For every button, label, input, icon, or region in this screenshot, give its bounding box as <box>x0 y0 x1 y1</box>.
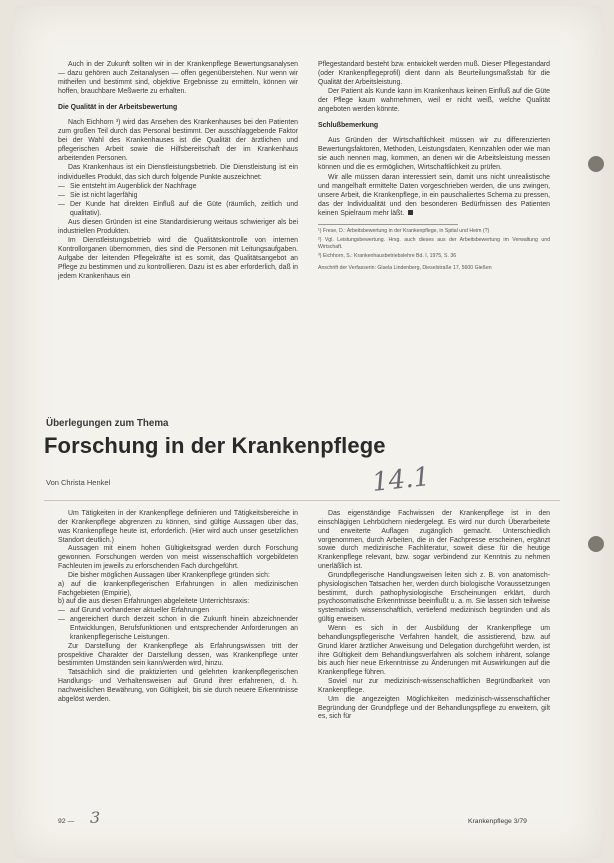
list-item: b) auf die aus diesen Erfahrungen abgeleitete Unterrichtsraxis: <box>58 598 250 606</box>
list-item: a) auf die krankenpflegerischen Erfahrungen in allen medizinischen Fachgebieten (Empirie), <box>58 580 298 597</box>
top-left-column <box>58 60 298 281</box>
list-item: — auf Grund vorhandener aktueller Erfahrungen <box>70 607 298 616</box>
footnote: ²) Vgl. Leistungsbewertung. Hrsg. auch dieses aus der Arbeitsbewertung im Verwaltung und Wirtschaft. <box>318 236 550 250</box>
list-item: — Sie ist nicht lagerfähig <box>70 191 298 200</box>
paragraph: Wenn es sich in der Ausbildung der Krankenpflege um behandlungspflegerische Verfahren handelt, die assistierend, bzw. auf Grund klarer ärztlicher Anweisung und Delegation durchgeführt werden, ist ihre Gültigkeit dem Behandlungsverfahren als solchem inhärent, solange bis auch hier neue Erkenntnisse zu Änderungen mit Auswirkungen auf die Krankenpflege führen. <box>318 624 550 677</box>
paragraph: Aus diesen Gründen ist eine Standardisierung weitaus schwieriger als bei industriellen Produkten. <box>58 218 298 235</box>
punch-hole <box>588 156 604 172</box>
divider <box>44 500 560 501</box>
paragraph: Die bisher möglichen Aussagen über Krankenpflege gründen sich: <box>68 571 270 579</box>
list-item: — angereichert durch derzeit schon in die Zukunft hinein abzeichnender Entwicklungen, Berufsfunktionen und entsprechender Anforderungen an krankenpflegerische Leistungen. <box>70 616 298 643</box>
paragraph: Zur Darstellung der Krankenpflege als Erfahrungswissen tritt der prospektive Charakter der Darstellung dessen, was Krankenpflege unter bestimmten Umständen sein kann/werden wird, hinzu. <box>58 642 298 668</box>
footnote-divider <box>318 224 458 225</box>
article-author: Von Christa Henkel <box>46 478 111 487</box>
paragraph: Um Tätigkeiten in der Krankenpflege definieren und Tätigkeitsbereiche in der Krankenpflege abgrenzen zu können, sind gültige Aussagen über das, was Krankenpflege heute ist, erforderlich. (Hier wird auch unser gesetzlichen Standort deutlich.) <box>58 510 298 544</box>
paragraph: Das Krankenhaus ist ein Dienstleistungsbetrieb. Die Dienstleistung ist ein individuelles Produkt, das sich durch folgende Punkte auszeichnet: <box>58 164 298 181</box>
paragraph: Aus Gründen der Wirtschaftlichkeit müssen wir zu differenzierten Bewertungsfaktoren, Methoden, Leistungsdaten, Kennzahlen oder wie man sie auch nennen mag, kommen, an denen wir die Arbeitsleistung messen können und die es ermöglichen, Wirtschaftlichkeit zu prüfen. <box>318 137 550 172</box>
top-right-column <box>318 60 550 272</box>
paragraph: Pflegestandard besteht bzw. entwickelt werden muß. Dieser Pflegestandard (oder Krankenpflegeprofil) dient dann als Beurteilungsmaßstab für die Qualität der Arbeitsleistung. <box>318 61 550 87</box>
handwritten-page-number: 3 <box>90 808 101 827</box>
end-mark-icon <box>408 210 413 215</box>
bullet-list <box>58 607 298 642</box>
page-number: 92 — <box>58 818 75 825</box>
paragraph: Nach Eichhorn ³) wird das Ansehen des Krankenhauses bei den Patienten zum großen Teil durch das Personal bestimmt. Der ausschlaggebende Faktor bei der Wahl des Krankenhauses ist die Qualität der ärztlichen und pflegerischen Arbeit sowie die Hilfsbereitschaft der im Krankenhaus arbeitenden Personen. <box>58 119 298 163</box>
paragraph <box>318 173 550 218</box>
paragraph: Das eigenständige Fachwissen der Krankenpflege ist in den einschlägigen Lehrbüchern niedergelegt. Es wird nur durch Überarbeitete und erweiterte Auflagen zugänglich gemacht. Unterschiedlich vorgenommen, durch Arbeiten, die in der Fachpresse erscheinen, ergänzt sowie durch medizinische Fachliteratur, soweit diese für die heutige Krankenpflege relevant, bzw. sogar verbindend zur Kenntnis zu nehmen unerläßlich ist. <box>318 510 550 571</box>
list-item: — Sie entsteht im Augenblick der Nachfrage <box>70 182 298 191</box>
article-title: Forschung in der Krankenpflege <box>44 433 386 458</box>
punch-hole <box>588 536 604 552</box>
paragraph: Tatsächlich sind die praktizierten und gelehrten krankenpflegerischen Handlungs- und Verhaltensweisen auf Grund ihrer erfahrenen, d. h. nachweislichen Bewährung, von Gültigkeit, bis sie durch neuere Erkenntnisse abgelöst werden. <box>58 669 298 703</box>
footnote: ³) Eichhorn, S.: Krankenhausbetriebslehre Bd. I, 1975, S. 36 <box>318 252 457 259</box>
footnote: ¹) Frese, D.: Arbeitsbewertung in der Krankenpflege, in Spital und Heim (?) <box>318 227 490 234</box>
bottom-left-column <box>58 510 298 705</box>
author-address: Anschrift der Verfasserin: Gisela Lindenberg, Dieselstraße 17, 5600 Gießen <box>318 264 492 271</box>
bullet-list <box>58 182 298 218</box>
list-item: — Der Kunde hat direkten Einfluß auf die Güte (räumlich, zeitlich und qualitativ). <box>70 200 298 218</box>
bottom-right-column <box>318 510 550 722</box>
paragraph-text: Wir alle müssen daran interessiert sein, damit uns nicht unrealistische und mangelhaft ermittelte Daten vorgeschrieben werden, die uns zwingen, unsere Arbeit, die Krankenpflege, in ein pauschaliertes Schema zu pressen, das der Individualität und den besonderen Bedürfnissen des Patienten keinen Spielraum mehr läßt. <box>318 173 550 217</box>
section-heading: Die Qualität in der Arbeitsbewertung <box>58 104 178 112</box>
paragraph: Soviel nur zur medizinisch-wissenschaftlichen Begründbarkeit von Krankenpflege. <box>318 678 550 694</box>
paragraph: Der Patient als Kunde kann im Krankenhaus keinen Einfluß auf die Güte der Pflege kaum wahrnehmen, weil er nicht weiß, welche Qualität angeboten werden könnte. <box>318 88 550 114</box>
paragraph: Auch in der Zukunft sollten wir in der Krankenpflege Bewertungsanalysen — dazu gehören auch Zeitanalysen — offen gegenüberstehen. Nur wenn wir mitheifen und bestimmt sind, objektive Ergebnisse zu ermitteln, können wir hoffen, brauchbare Meßwerte zu erhalten. <box>58 61 298 96</box>
paragraph: Aussagen mit einem hohen Gültigkeitsgrad werden durch Forschung gewonnen. Forschungen werden von meist wissenschaftlich vorgebildeten Fachleuten im jeweils zu erforschenden Fach durchgeführt. <box>58 545 298 571</box>
section-heading: Schlußbemerkung <box>318 122 379 130</box>
journal-reference: Krankenpflege 3/79 <box>468 818 527 825</box>
paragraph: Im Dienstleistungsbetrieb wird die Qualitätskontrolle von internen Kontrollorganen übernommen, dies sind die Personen mit Leitungsaufgaben. Aufgabe der leitenden Pflegekräfte ist es somit, das Qualitätsangebot an Pflege zu bestimmen und zu kontrollieren. Dazu ist es aber erforderlich, daß in jedem Krankenhaus ein <box>58 236 298 281</box>
article-subtitle: Überlegungen zum Thema <box>46 418 169 429</box>
paragraph: Grundpflegerische Handlungsweisen leiten sich z. B. von anatomisch-physiologischen Tatsachen her, werden durch biologische Voraussetzungen bestimmt, durch pathophysiologische Erscheinungen erklärt, durch psychosomatische Erkenntnisse beeinflußt u. a. m. Sie lassen sich teilweise systematisch wissenschaftlich, vertiefend medizinisch begründen und als gültig erweisen. <box>318 571 550 624</box>
handwritten-annotation: 14.1 <box>370 462 432 498</box>
paragraph: Um die angezeigten Möglichkeiten medizinisch-wissenschaftlicher Begründung der Grundpflege und der Behandlungspflege zu erweitern, gilt es, sich für <box>318 695 550 721</box>
